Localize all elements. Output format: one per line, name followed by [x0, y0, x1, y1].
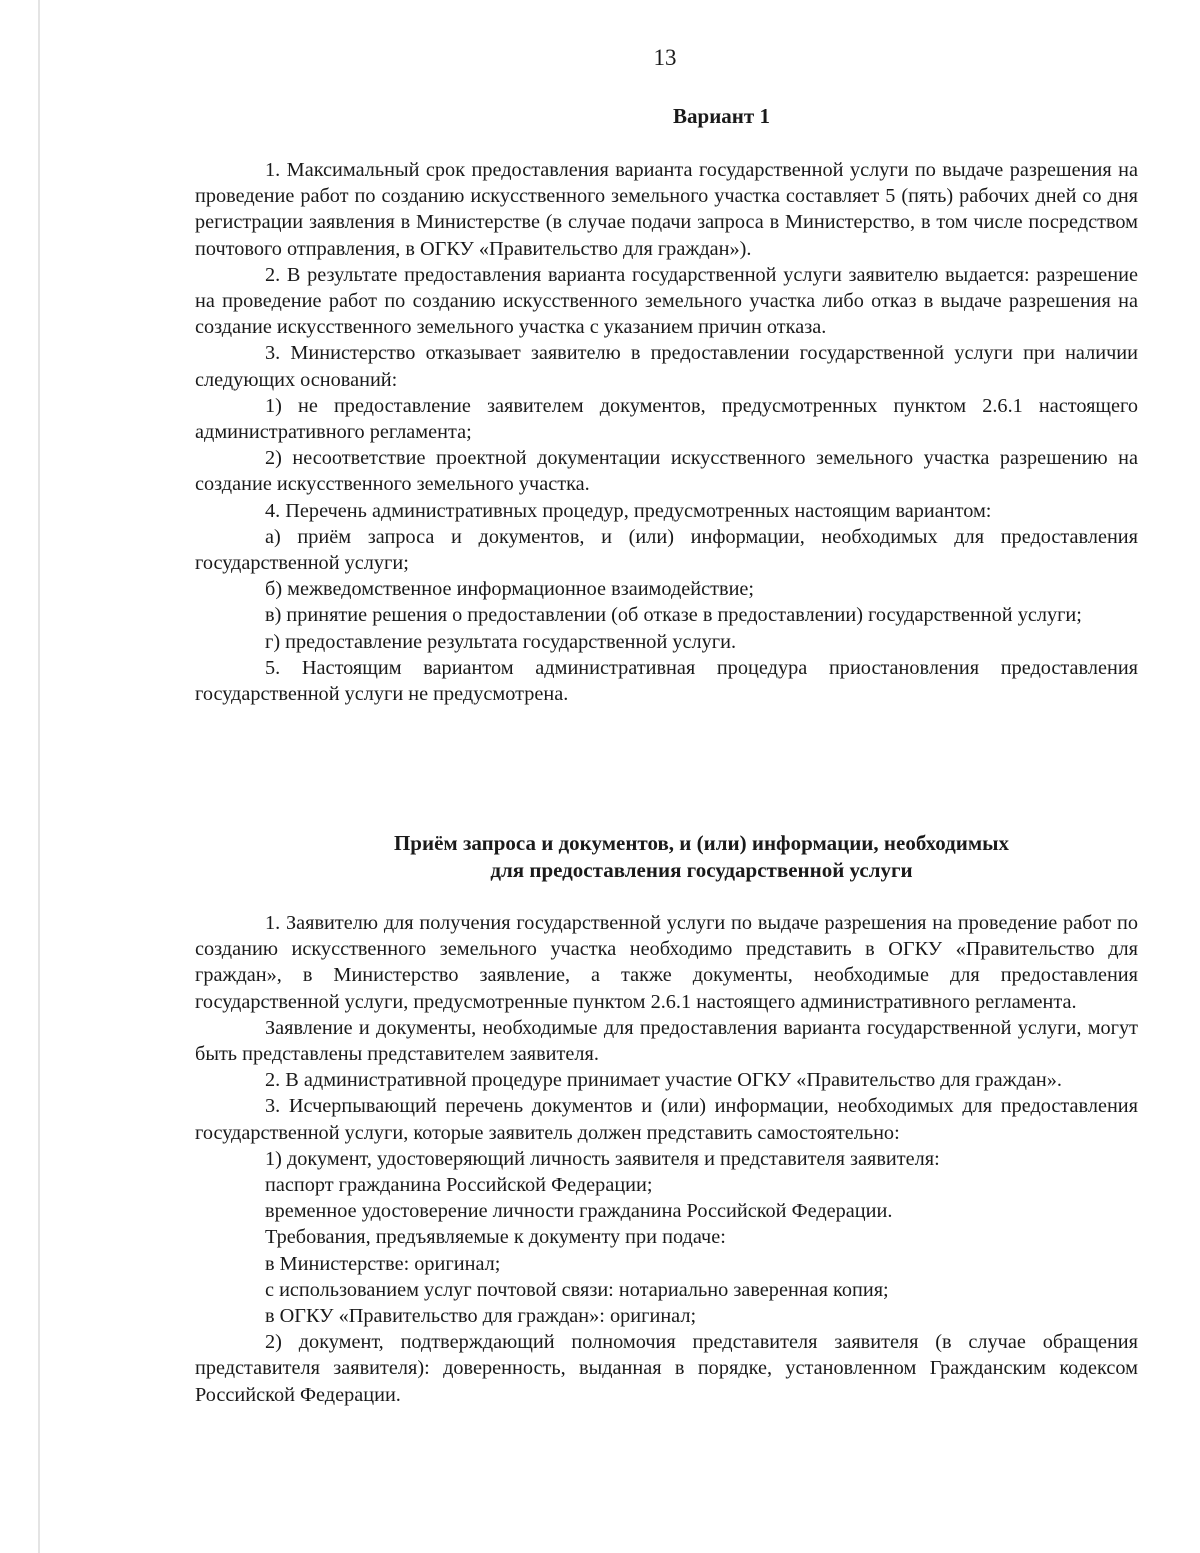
- list-item: с использованием услуг почтовой связи: нотариально заверенная копия;: [265, 1278, 889, 1301]
- list-item: паспорт гражданина Российской Федерации;: [265, 1174, 653, 1197]
- paragraph: 4. Перечень административных процедур, предусмотренных настоящим вариантом:: [265, 499, 992, 522]
- list-item: 1) не предоставление заявителем документов, предусмотренных пунктом 2.6.1 настоящего административного регламента;: [195, 394, 1138, 444]
- heading-line: Приём запроса и документов, и (или) информации, необходимых: [393, 831, 1010, 855]
- procedure-paragraphs: [195, 910, 1138, 1408]
- list-item: 2) несоответствие проектной документации искусственного земельного участка разрешению на создание искусственного земельного участка.: [195, 447, 1138, 496]
- scan-edge-line: [38, 0, 40, 1553]
- list-item: в) принятие решения о предоставлении (об отказе в предоставлении) государственной услуги;: [265, 604, 1082, 627]
- paragraph: 5. Настоящим вариантом административная процедура приостановления предоставления государственной услуги не предусмотрена.: [195, 656, 1138, 706]
- list-item: 1) документ, удостоверяющий личность заявителя и представителя заявителя:: [265, 1147, 940, 1170]
- list-item: Требования, предъявляемые к документу при подаче:: [265, 1226, 726, 1249]
- paragraph: 3. Министерство отказывает заявителю в предоставлении государственной услуги при наличии следующих оснований:: [195, 342, 1138, 391]
- list-item: в ОГКУ «Правительство для граждан»: оригинал;: [265, 1305, 697, 1328]
- paragraph: 2. В административной процедуре принимает участие ОГКУ «Правительство для граждан».: [265, 1069, 1062, 1092]
- paragraph: 2) документ, подтверждающий полномочия представителя заявителя (в случае обращения представителя заявителя): доверенность, выданная в порядке, установленном Гражданским кодексом Российской Федерации.: [195, 1331, 1138, 1406]
- paragraph: Заявление и документы, необходимые для предоставления варианта государственной услуги, могут быть представлены представителем заявителя.: [195, 1016, 1138, 1066]
- section-heading-procedure: [230, 830, 1173, 884]
- list-item: в Министерстве: оригинал;: [265, 1252, 501, 1275]
- paragraph: 2. В результате предоставления варианта государственной услуги заявителю выдается: разрешение на проведение работ по созданию искусственного земельного участка либо отказ в выдаче разрешения на создание искусственного земельного участка с указанием причин отказа.: [195, 263, 1138, 339]
- paragraph: 3. Исчерпывающий перечень документов и (или) информации, необходимых для предоставления государственной услуги, которые заявитель должен представить самостоятельно:: [195, 1095, 1138, 1144]
- list-item: а) приём запроса и документов, и (или) информации, необходимых для предоставления государственной услуги;: [195, 525, 1138, 575]
- list-item: б) межведомственное информационное взаимодействие;: [265, 578, 755, 601]
- variant-paragraphs: [195, 157, 1138, 707]
- list-item: г) предоставление результата государственной услуги.: [265, 630, 737, 653]
- list-item: временное удостоверение личности гражданина Российской Федерации.: [265, 1200, 893, 1223]
- page-number: 13: [653, 45, 677, 70]
- paragraph: 1. Максимальный срок предоставления варианта государственной услуги по выдаче разрешения на проведение работ по созданию искусственного земельного участка составляет 5 (пять) рабочих дней со дня регистрации заявления в Министерстве (в случае подачи запроса в Министерство, в том числе посредством почтового отправления, в ОГКУ «Правительство для граждан»).: [195, 159, 1138, 260]
- heading-line: для предоставления государственной услуги: [490, 858, 913, 882]
- paragraph: 1. Заявителю для получения государственной услуги по выдаче разрешения на проведение работ по созданию искусственного земельного участка необходимо представить в ОГКУ «Правительство для граждан», в Министерство заявление, а также документы, необходимые для предоставления государственной услуги, предусмотренные пунктом 2.6.1 настоящего административного регламента.: [195, 912, 1138, 1013]
- section-heading-variant: Вариант 1: [673, 104, 770, 128]
